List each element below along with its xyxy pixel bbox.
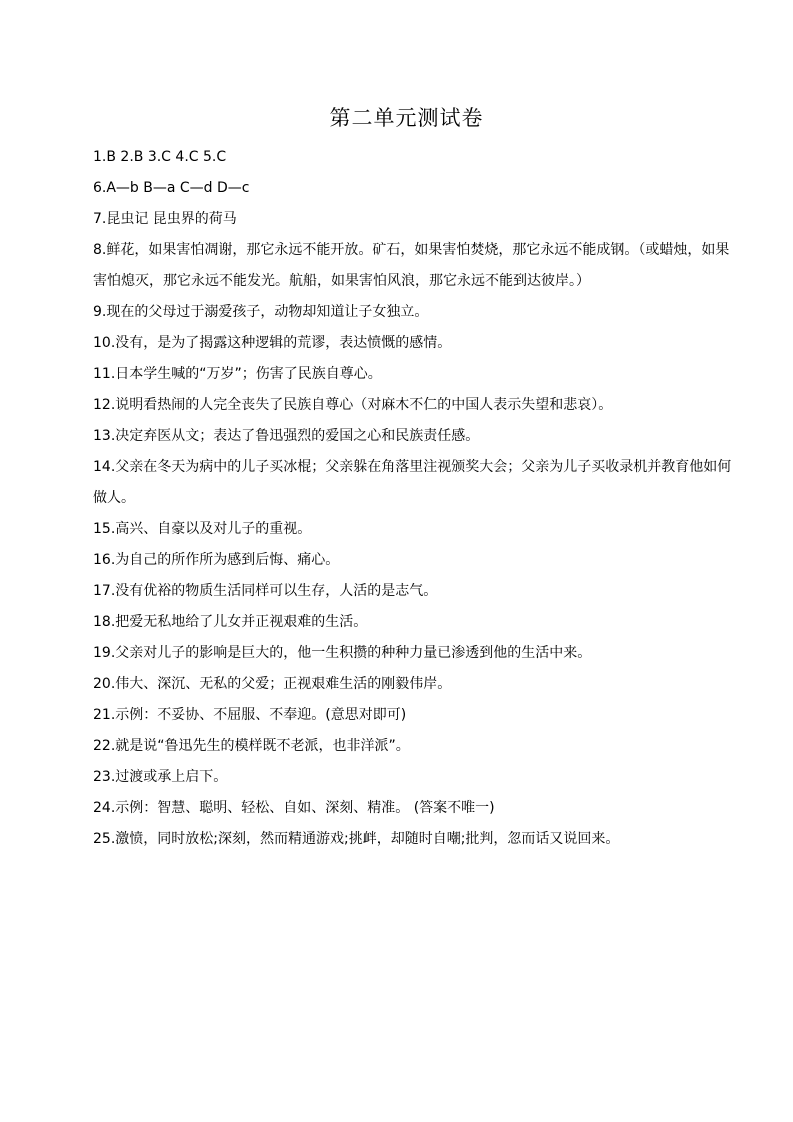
answer-item-14: 14.父亲在冬天为病中的儿子买冰棍；父亲躲在角落里注视颁奖大会；父亲为儿子买收录机并教育他如何做人。 <box>93 459 732 506</box>
answer-item-13: 13.决定弃医从文；表达了鲁迅强烈的爱国之心和民族责任感。 <box>93 428 480 444</box>
page-title: 第二单元测试卷 <box>329 106 484 130</box>
answer-item-22: 22.就是说“鲁迅先生的模样既不老派，也非洋派”。 <box>93 738 410 754</box>
answer-item-8: 8.鲜花，如果害怕凋谢，那它永远不能开放。矿石，如果害怕焚烧，那它永远不能成钢。（或蜡烛，如果害怕熄灭，那它永远不能发光。航船，如果害怕风浪，那它永远不能到达彼岸。） <box>93 242 730 289</box>
answer-item-12: 12.说明看热闹的人完全丧失了民族自尊心（对麻木不仁的中国人表示失望和悲哀）。 <box>93 397 613 413</box>
answer-item-23: 23.过渡或承上启下。 <box>93 769 228 785</box>
answer-item-25: 25.激愤，同时放松;深刻，然而精通游戏;挑衅，却随时自嘲;批判，忽而话又说回来。 <box>93 831 620 847</box>
answer-item-24: 24.示例：智慧、聪明、轻松、自如、深刻、精准。 (答案不唯一) <box>93 800 495 816</box>
answer-item-11: 11.日本学生喊的“万岁”；伤害了民族自尊心。 <box>93 366 382 382</box>
answer-item-15: 15.高兴、自豪以及对儿子的重视。 <box>93 521 312 537</box>
answer-item-21: 21.示例：不妥协、不屈服、不奉迎。(意思对即可) <box>93 707 407 723</box>
answer-item-1: 1.B 2.B 3.C 4.C 5.C <box>93 149 227 165</box>
answer-item-18: 18.把爱无私地给了儿女并正视艰难的生活。 <box>93 614 368 630</box>
answer-item-6: 6.A—b B—a C—d D—c <box>93 180 250 196</box>
answer-item-20: 20.伟大、深沉、无私的父爱；正视艰难生活的刚毅伟岸。 <box>93 676 452 692</box>
answer-list <box>93 142 733 855</box>
answer-item-9: 9.现在的父母过于溺爱孩子，动物却知道让子女独立。 <box>93 304 429 320</box>
answer-item-19: 19.父亲对儿子的影响是巨大的，他一生积攒的种种力量已渗透到他的生活中来。 <box>93 645 592 661</box>
answer-item-16: 16.为自己的所作所为感到后悔、痛心。 <box>93 552 340 568</box>
answer-item-17: 17.没有优裕的物质生活同样可以生存，人活的是志气。 <box>93 583 438 599</box>
answer-item-10: 10.没有，是为了揭露这种逻辑的荒谬，表达愤慨的感情。 <box>93 335 452 351</box>
answer-item-7: 7.昆虫记 昆虫界的荷马 <box>93 211 237 227</box>
